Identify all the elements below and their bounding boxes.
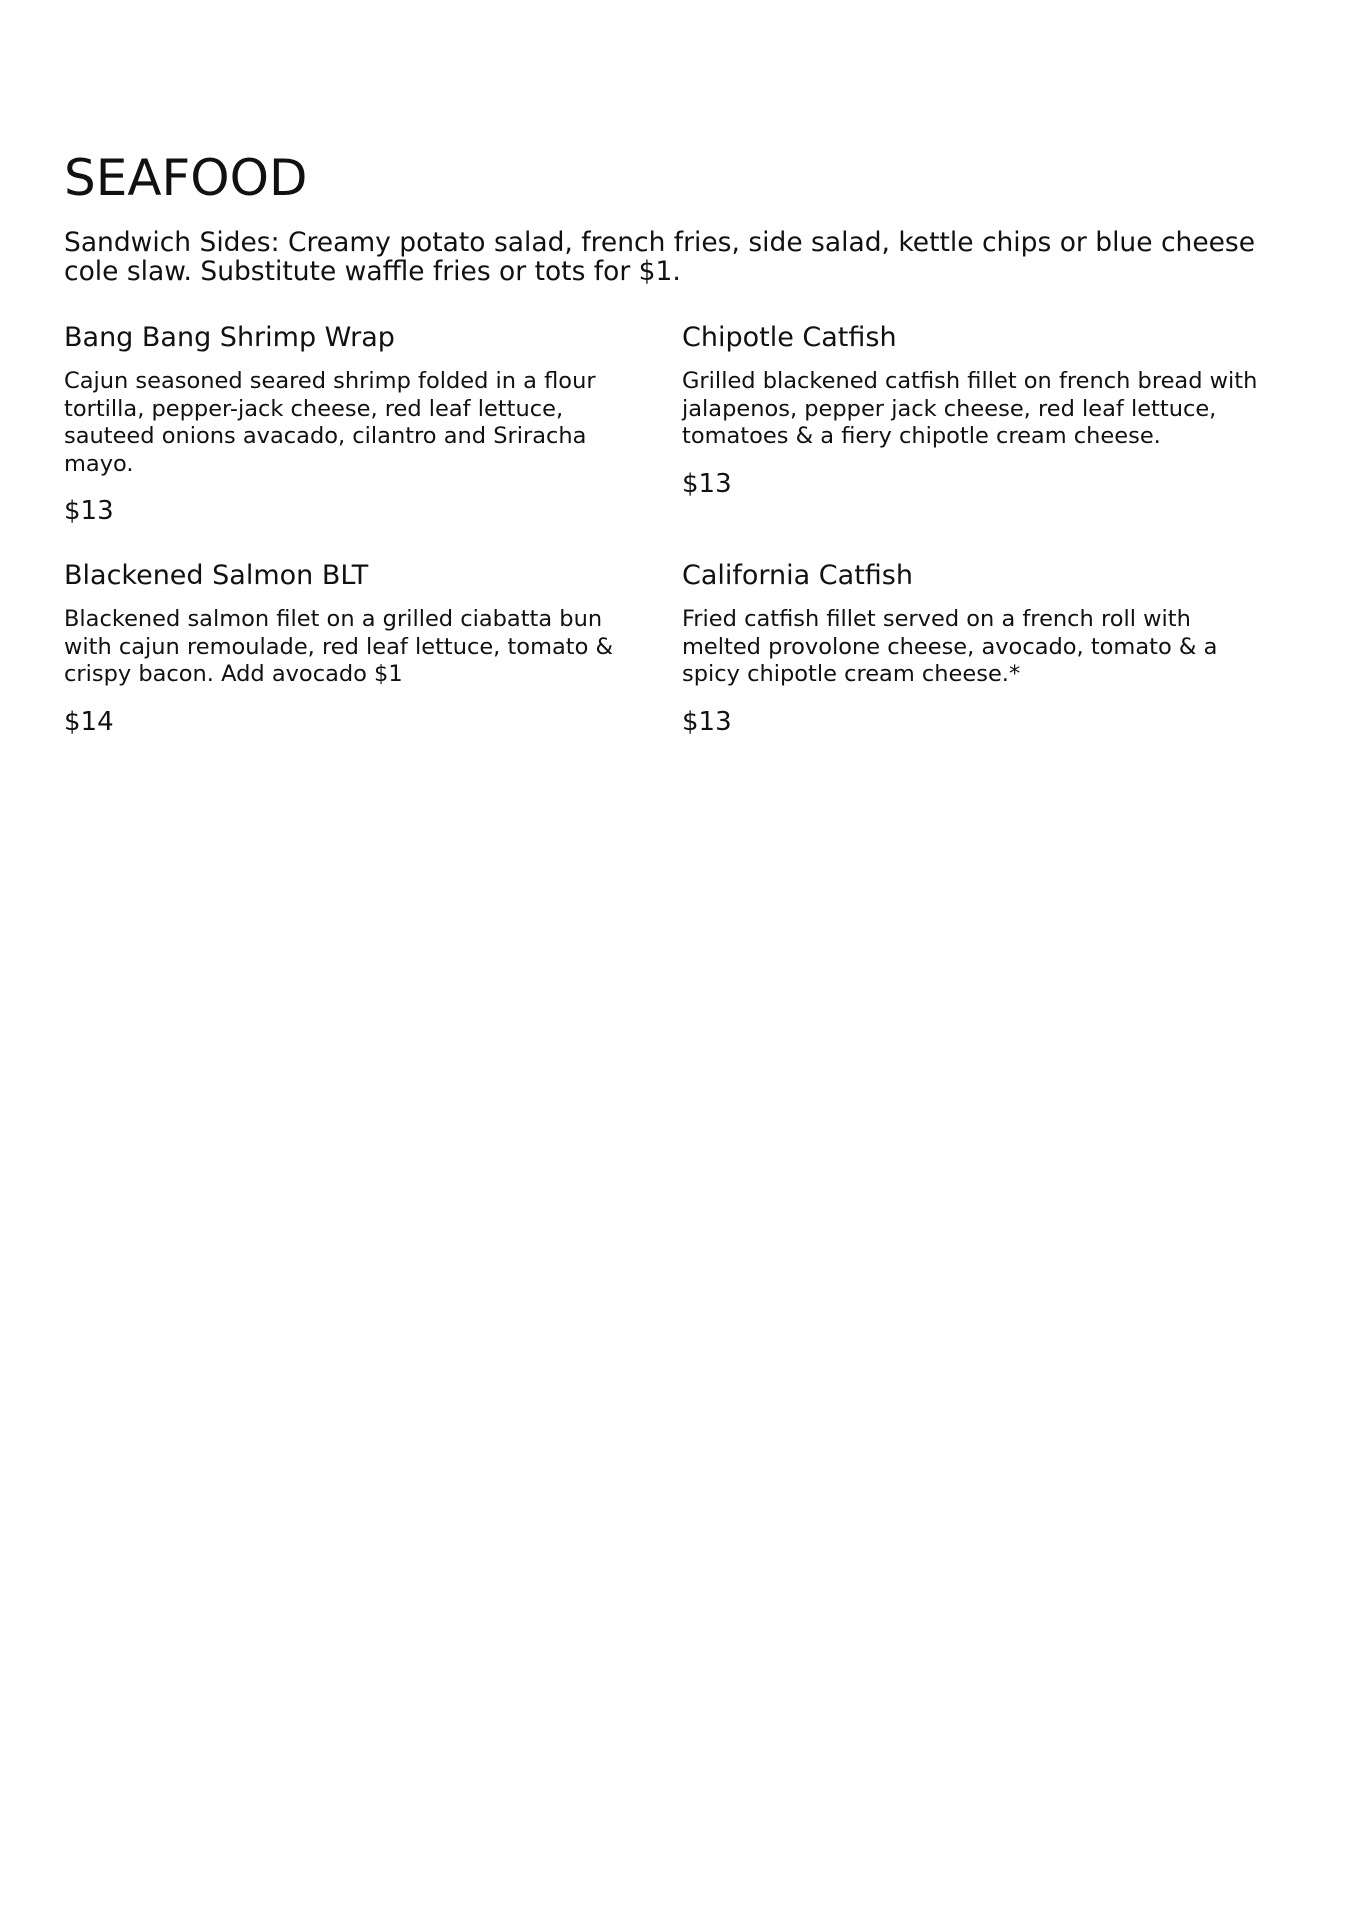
- sandwich-sides-note: Sandwich Sides: Creamy potato salad, french fries, side salad, kettle chips or blue cheese cole slaw. Substitute waffle fries or tots for $1.: [64, 227, 1256, 287]
- item-price: $13: [682, 706, 732, 737]
- item-price: $13: [64, 496, 114, 526]
- item-description: Cajun seasoned seared shrimp folded in a flour tortilla, pepper-jack cheese, red leaf lettuce, sauteed onions avacado, cilantro and Sriracha mayo.: [64, 368, 596, 477]
- item-name: Chipotle Catfish: [682, 322, 897, 353]
- item-description: Grilled blackened catfish fillet on french bread with jalapenos, pepper jack cheese, red leaf lettuce, tomatoes & a fiery chipotle cream cheese.: [682, 368, 1258, 449]
- menu-item: [682, 322, 1282, 526]
- item-description: Blackened salmon filet on a grilled ciabatta bun with cajun remoulade, red leaf lettuce, tomato & crispy bacon. Add avocado $1: [64, 606, 614, 687]
- section-title: SEAFOOD: [64, 149, 308, 207]
- item-price: $14: [64, 706, 114, 737]
- menu-item: [682, 560, 1282, 737]
- item-name: Blackened Salmon BLT: [64, 560, 369, 591]
- menu-item: [64, 560, 682, 737]
- item-price: $13: [682, 468, 732, 499]
- menu-item: [64, 322, 682, 526]
- item-name: Bang Bang Shrimp Wrap: [64, 322, 395, 353]
- menu-items-grid: [64, 322, 1294, 737]
- menu-page: [64, 150, 1294, 737]
- item-name: California Catfish: [682, 560, 913, 591]
- item-description: Fried catfish fillet served on a french roll with melted provolone cheese, avocado, tomato & a spicy chipotle cream cheese.*: [682, 606, 1218, 687]
